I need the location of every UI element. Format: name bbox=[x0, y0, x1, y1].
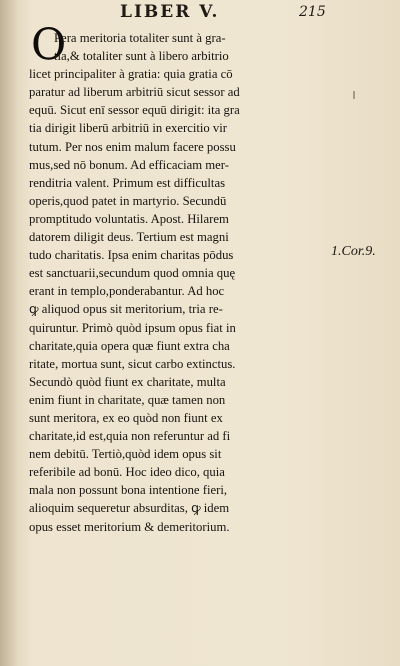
text-line: sunt meritora, ex eo quòd non fiunt ex bbox=[29, 410, 223, 425]
text-line: renditria valent. Primum est difficultas bbox=[29, 175, 226, 190]
text-line: enim fiunt in charitate, quæ tamen non bbox=[29, 392, 226, 407]
text-line: alioquim sequeretur absurditas, ꝙ idem bbox=[29, 501, 230, 516]
running-head: LIBER V. bbox=[120, 2, 220, 22]
text-line: tia dirigit liberū arbitriū in exercitio vir bbox=[29, 121, 228, 136]
text-line: referibile ad bonū. Hoc ideo dico, quia bbox=[29, 465, 225, 480]
text-line: mala non possunt bona intentione fieri, bbox=[29, 483, 228, 498]
text-line: quiruntur. Primò quòd ipsum opus fiat in bbox=[29, 320, 236, 335]
text-line: erant in templo,ponderabantur. Ad hoc bbox=[29, 284, 225, 299]
text-line: tia,& totaliter sunt à libero arbitrio bbox=[54, 49, 229, 64]
text-line: equū. Sicut enī sessor equū dirigit: ita gra bbox=[29, 103, 240, 118]
text-line: nem debitū. Tertiò,quòd idem opus sit bbox=[29, 447, 222, 462]
text-line: ritate, mortua sunt, sicut carbo extinctus. bbox=[29, 356, 236, 371]
text-line: licet principaliter à gratia: quia gratia cō bbox=[29, 67, 233, 82]
text-line: datorem diligit deus. Tertium est magni bbox=[29, 230, 229, 245]
drop-capital: O bbox=[31, 20, 67, 70]
text-line: promptitudo voluntatis. Apost. Hilarem bbox=[29, 211, 229, 226]
body-text bbox=[29, 29, 329, 536]
page-number: 215 bbox=[299, 4, 326, 20]
text-line: opus esset meritorium & demeritorium. bbox=[29, 519, 230, 534]
text-line: Secundò quòd fiunt ex charitate, multa bbox=[29, 374, 226, 389]
text-line: mus,sed nō bonum. Ad efficaciam mer- bbox=[29, 157, 229, 172]
marginal-note: 1.Cor.9. bbox=[331, 244, 376, 259]
text-line: charitate,quia opera quæ fiunt extra cha bbox=[29, 338, 230, 353]
text-line: ꝙ aliquod opus sit meritorium, tria re- bbox=[29, 302, 223, 317]
text-line: tutum. Per nos enim malum facere possu bbox=[29, 139, 236, 154]
ink-mark bbox=[353, 91, 355, 99]
text-line: operis,quod patet in martyrio. Secundū bbox=[29, 193, 227, 208]
text-line: paratur ad liberum arbitriū sicut sessor ad bbox=[29, 85, 240, 100]
text-line: tudo charitatis. Ipsa enim charitas pōdus bbox=[29, 248, 234, 263]
text-line: charitate,id est,quia non referuntur ad fi bbox=[29, 429, 231, 444]
binding-shadow bbox=[0, 0, 18, 666]
text-line: Pera meritoria totaliter sunt à gra- bbox=[54, 31, 226, 45]
text-line: est sanctuarii,secundum quod omnia quę bbox=[29, 266, 236, 281]
